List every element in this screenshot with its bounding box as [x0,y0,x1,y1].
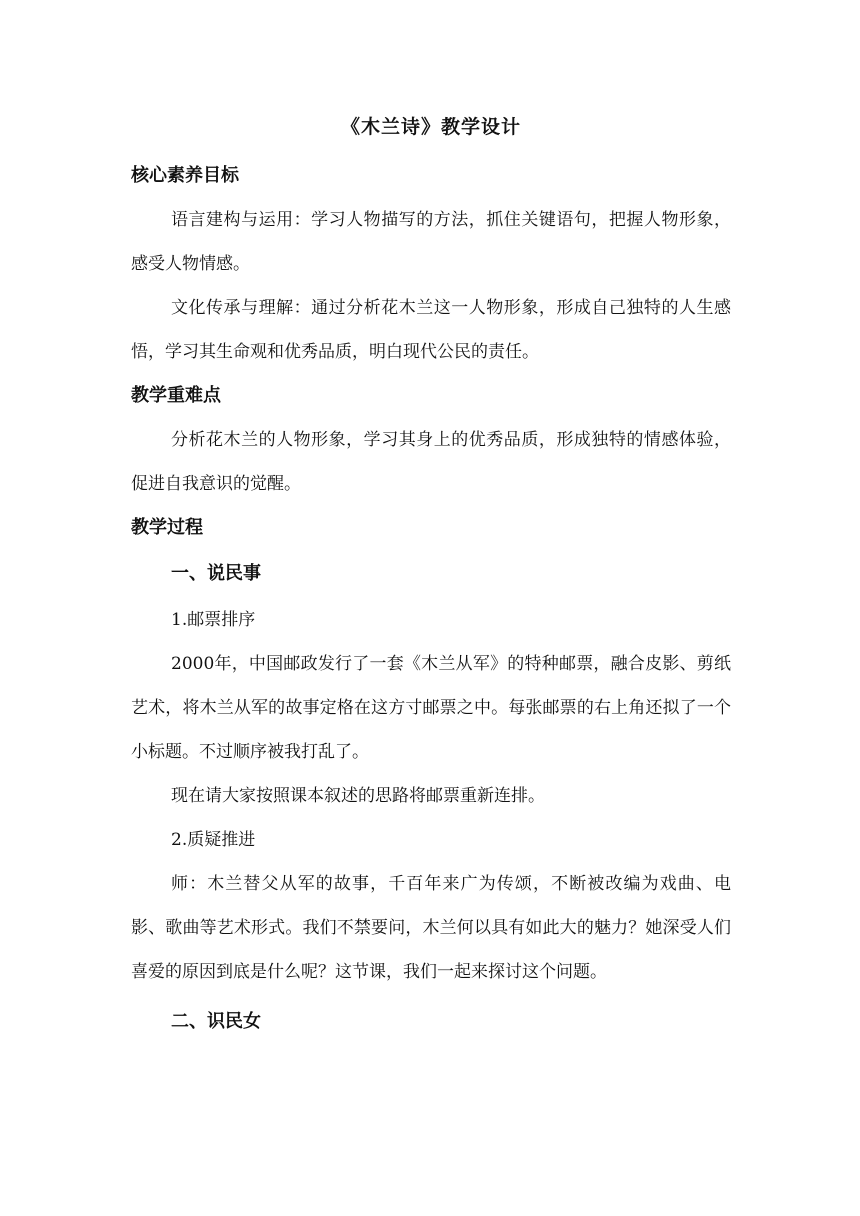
step-1-title: 1.邮票排序 [171,610,256,630]
paragraph-stamp-intro: 2000年，中国邮政发行了一套《木兰从军》的特种邮票，融合皮影、剪纸艺术，将木兰从军的故事定格在这方寸邮票之中。每张邮票的右上角还拟了一个小标题。不过顺序被我打乱了。 [131,654,731,762]
paragraph-language-goal: 语言建构与运用：学习人物描写的方法，抓住关键语句，把握人物形象，感受人物情感。 [131,210,731,274]
heading-teaching-process: 教学过程 [131,517,203,538]
part-2-title: 二、识民女 [171,1011,261,1032]
paragraph-culture-goal: 文化传承与理解：通过分析花木兰这一人物形象，形成自己独特的人生感悟，学习其生命观和优秀品质，明白现代公民的责任。 [131,298,731,362]
document-title: 《木兰诗》教学设计 [340,116,521,138]
heading-key-points: 教学重难点 [131,385,221,406]
paragraph-key-points: 分析花木兰的人物形象，学习其身上的优秀品质，形成独特的情感体验，促进自我意识的觉醒。 [131,430,731,494]
paragraph-teacher-question: 师：木兰替父从军的故事，千百年来广为传颂，不断被改编为戏曲、电影、歌曲等艺术形式。我们不禁要问，木兰何以具有如此大的魅力？她深受人们喜爱的原因到底是什么呢？这节课，我们一起来探讨这个问题。 [131,874,731,982]
heading-core-goals: 核心素养目标 [131,165,239,186]
paragraph-stamp-task: 现在请大家按照课本叙述的思路将邮票重新连排。 [171,786,545,806]
document-body [131,108,731,1046]
step-2-title: 2.质疑推进 [171,830,256,850]
part-1-title: 一、说民事 [171,563,261,584]
